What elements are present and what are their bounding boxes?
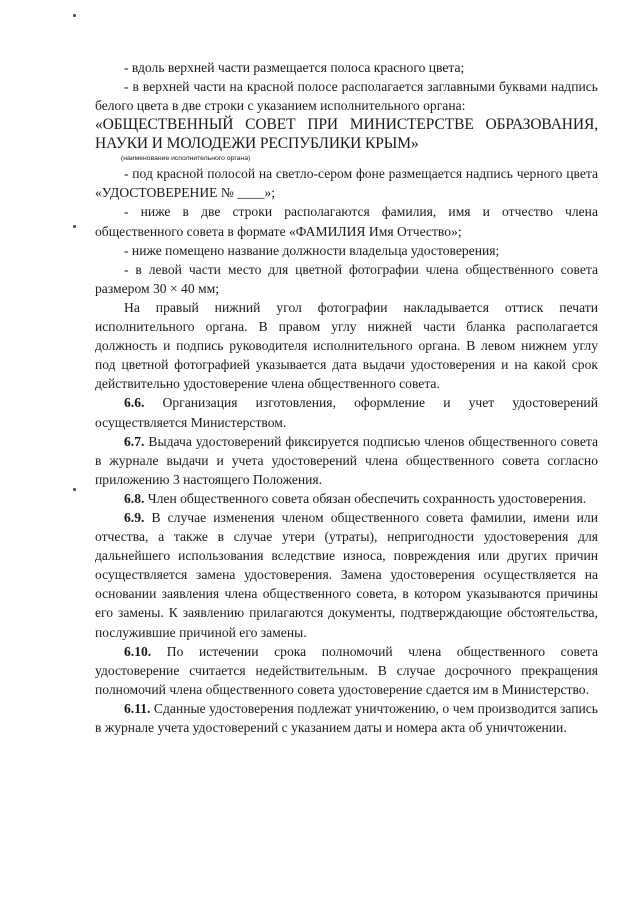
section-number: 6.8. xyxy=(124,490,145,506)
bullet-position: - ниже помещено название должности владельца удостоверения; xyxy=(124,242,500,258)
scan-speck xyxy=(73,14,76,17)
scan-speck xyxy=(73,488,76,491)
section-number: 6.10. xyxy=(124,643,152,659)
section-text: Выдача удостоверений фиксируется подписью членов общественного совета в журнале выдачи и учета удостоверений члена общественного совета согласно приложению 3 настоящего Положения. xyxy=(95,433,598,487)
organ-name-caption: (наименование исполнительного органа) xyxy=(121,155,251,163)
section-text: По истечении срока полномочий члена общественного совета удостоверение считается недействительным. В случае досрочного прекращения полномочий члена общественного совета удостоверение сдается им в Министерство. xyxy=(95,643,598,697)
paragraph-photo-stamp: На правый нижний угол фотографии накладывается оттиск печати исполнительного органа. В правом углу нижней части бланка располагается должность и подпись руководителя исполнительного органа. В левом нижнем углу под цветной фотографией указывается дата выдачи удостоверения и на какой срок действительно удостоверение члена общественного совета. xyxy=(95,299,598,392)
bullet-full-name: - ниже в две строки располагаются фамилия, имя и отчество члена общественного совета в формате «ФАМИЛИЯ Имя Отчество»; xyxy=(95,204,598,239)
section-6-9 xyxy=(95,508,598,642)
section-number: 6.9. xyxy=(124,509,145,525)
section-6-10 xyxy=(95,642,598,699)
section-text: Член общественного совета обязан обеспечить сохранность удостоверения. xyxy=(144,490,587,506)
bullet-certificate-label: - под красной полосой на светло-сером фоне размещается надпись черного цвета «УДОСТОВЕРЕНИЕ № ____»; xyxy=(95,166,598,201)
bullet-header-text: - в верхней части на красной полосе располагается заглавными буквами надпись белого цвета в две строки с указанием исполнительного органа: xyxy=(95,79,598,114)
section-text: Организация изготовления, оформление и учет удостоверений осуществляется Министерством. xyxy=(95,395,598,430)
section-6-7 xyxy=(95,432,598,489)
section-number: 6.6. xyxy=(124,395,145,411)
section-text: Сданные удостоверения подлежат уничтожению, о чем производится запись в журнале учета удостоверений с указанием даты и номера акта об уничтожении. xyxy=(95,700,598,735)
bullet-photo-place: - в левой части место для цветной фотографии члена общественного совета размером 30 × 40 мм; xyxy=(95,261,598,296)
section-6-11 xyxy=(95,699,598,737)
section-number: 6.11. xyxy=(124,700,151,716)
section-6-8 xyxy=(95,489,598,508)
section-text: В случае изменения членом общественного совета фамилии, имени или отчества, а также в случае утери (утраты), непригодности удостоверения для дальнейшего использования вследствие износа, повреждения или других причин осуществляется замена удостоверения. Замена удостоверения осуществляется на основании заявления члена общественного совета, в котором указываются причины его замены. К заявлению прилагаются документы, подтверждающие обстоятельства, послужившие причиной его замены. xyxy=(95,509,598,640)
scan-speck xyxy=(73,225,76,228)
organ-name-caps: «ОБЩЕСТВЕННЫЙ СОВЕТ ПРИ МИНИСТЕРСТВЕ ОБРАЗОВАНИЯ, НАУКИ И МОЛОДЕЖИ РЕСПУБЛИКИ КРЫМ» xyxy=(95,116,598,153)
document-page xyxy=(95,58,598,737)
bullet-red-stripe: - вдоль верхней части размещается полоса красного цвета; xyxy=(124,60,465,75)
section-6-6 xyxy=(95,393,598,431)
section-number: 6.7. xyxy=(124,433,145,449)
